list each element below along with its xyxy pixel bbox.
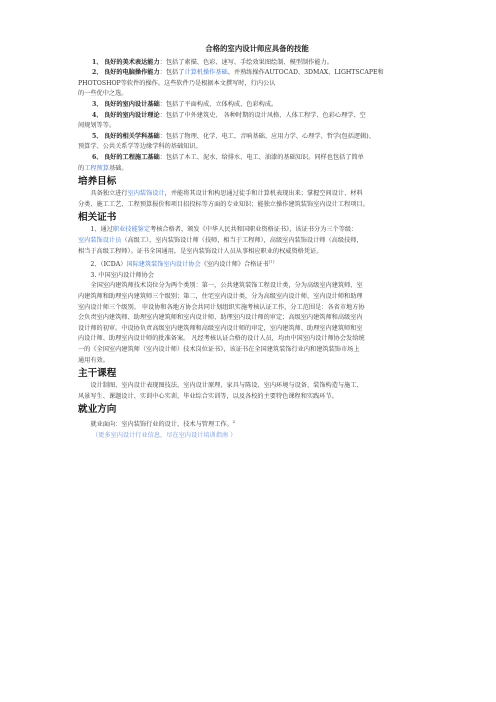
heading-certificates: 相关证书 [78,212,117,224]
decorator-designer-link[interactable]: 室内装饰设计员 [78,236,122,244]
item-text: 基础。 [108,164,128,172]
para-text: ，并能将其设计和构思通过徒手和计算机表现出来；掌握空间设计、材料 [164,190,363,198]
para-text: 考核合格者，颁发《中华人民共和国职业资格证书》，该证书分为三个等级： [150,226,358,234]
item-number: 4、 [92,111,103,119]
item-text: ：包括了素描、色彩、速写、手绘效果图绘制、模型制作能力。 [159,58,333,66]
item-continuation: 的一些优中之选。 [78,90,128,98]
item-number: 6、 [92,153,103,161]
courses-paragraph: 设计制图、室内设计表现图技法、室内设计原理、家具与陈设、室内环境与设备、装饰构造与施工、 [90,382,363,390]
project-budget-link[interactable]: 工程预算 [84,164,109,172]
item-continuation: PHOTOSHOP等软件的操作。这些软件乃是根据本文撰写时，行内公认 [78,79,276,87]
item-lead: 良好的美术表达能力 [104,58,160,66]
para-text: （高级工），室内装饰设计师（技师，相当于工程师），高级室内装饰设计师（高级技师， [121,236,363,244]
cert-paragraph-1-cont [78,236,436,247]
item-number: 1、 [92,58,103,66]
item-text: 、并熟练操作AUTOCAD、3DMAX、LIGHTSCAPE和 [227,69,384,77]
skill-item-3 [78,100,436,111]
skill-item-2 [78,68,436,100]
cert-paragraph-4-cont: 一的《全国室内建筑师（室内设计师）技术岗位证书》，该证书在全国建筑装饰行业内和建筑装饰市场上 [78,345,360,353]
icda-link[interactable]: 国际建筑装饰室内设计协会 [126,261,201,269]
item-continuation: 预算学、公共关系学等边缘学科的基础知识。 [78,143,202,151]
item-text: ：包括了中外建筑史、 各种时期的设计风格、人体工程学、色彩心理学、空 [159,111,366,119]
item-continuation [78,164,436,175]
heading-core-courses: 主干课程 [78,368,117,380]
item-lead: 良好的室内设计理论 [104,111,160,119]
item-lead: 良好的室内设计基础 [104,100,160,108]
career-paragraph [78,417,436,431]
item-number: 2、 [92,69,103,77]
skill-appraisal-link[interactable]: 职业技能鉴定 [112,226,151,234]
cert-paragraph-2 [78,257,436,271]
item-text: ：包括了平面构成、立体构成、色彩构成。 [159,100,278,108]
skill-item-5 [78,132,436,153]
skill-item-6 [78,153,436,174]
cert-paragraph-1-cont: 相当于高级工程师）。证书全国通用，是室内装饰设计人员从事相应职业的权威资格凭证。 [78,247,323,255]
item-text: ：包括了木工、泥水、给排水、电工、油漆的基础知识。同样也包括了简单 [159,153,364,161]
item-number: 3、 [92,100,103,108]
para-text: 具备独立进行 [90,190,128,198]
item-text: 的 [78,164,85,172]
para-text: 2、（ICDA） [90,261,127,269]
heading-training-goal: 培养目标 [78,176,117,188]
para-text: 1、通过 [90,226,113,234]
footnote-ref[interactable]: [1] [268,259,275,265]
training-goal-paragraph-cont: 分类、施工工艺、工程预算报价和项目招投标等方面的专业知识；能独立操作建筑装饰室内设计工程项目。 [78,200,369,208]
skill-item-1 [78,58,436,69]
item-number: 5、 [92,132,103,140]
item-text: ：包括了物理、化学、电工、音响基础、应用力学、心理学、哲学(包括逻辑)、 [159,132,375,140]
cert-paragraph-4-cont: 室内设计师三个级别。 申设协和各地方协会共同计划组织实施考核认证工作，分工范围是：各省市地方协 [78,303,365,311]
more-info-link[interactable]: （更多室内设计行业信息，尽在室内设计培训指南 ） [92,431,237,439]
cert-paragraph-4-cont: 会负责室内建筑师、助理室内建筑师和室内设计师、助理室内设计师的审定；高级室内建筑师和高级室内 [78,314,363,322]
item-text: ：包括了 [159,69,185,77]
cert-paragraph-4: 全国室内建筑师技术岗位分为两个类别：第一，公共建筑装饰工程设计类，分为高级室内建筑师、室 [90,282,363,290]
document-title: 合格的室内设计师应具备的技能 [205,44,309,53]
cert-paragraph-4-cont: 内设计师、助理室内设计师的批准备案。 凡经考核认证合格的设计人员，均由中国室内设计师协会发给统 [78,335,365,343]
footnote-ref: 2 [232,419,236,425]
courses-paragraph-cont: 风景写生、课题设计、实训中心实训、毕业综合实训等，以及各校的主要特色课程和实践环节。 [78,392,338,400]
cert-paragraph-1 [78,225,436,236]
item-continuation: 间规划等等。 [78,122,116,130]
para-text: 《室内设计师》合格证书 [200,261,269,269]
training-goal-paragraph [78,189,436,200]
cert-paragraph-4-cont: 设计师的初审。中设协负责高级室内建筑师和高级室内设计师的审定，室内建筑师、助理室内建筑师和室 [78,324,363,332]
interior-design-link[interactable]: 室内装饰设计 [127,190,165,198]
cert-paragraph-4-cont: 内建筑师和助理室内建筑师三个级别；第二，住宅室内设计类，分为高级室内设计师、室内设计师和助理 [78,292,363,300]
heading-career: 就业方向 [78,404,117,416]
item-lead: 良好的电脑操作能力 [104,69,160,77]
cert-paragraph-4-cont: 通用有效。 [78,356,109,364]
para-text: 就业面向：室内装饰行业的设计、技术与管理工作。 [90,421,233,429]
item-lead: 良好的工程施工基础 [104,153,160,161]
item-lead: 良好的相关学科基础 [104,132,160,140]
cert-paragraph-3: 3. 中国室内设计师协会 [90,271,154,279]
document-body [78,44,436,442]
skill-item-4 [78,111,436,132]
computer-basics-link[interactable]: 计算机操作基础 [184,69,228,77]
